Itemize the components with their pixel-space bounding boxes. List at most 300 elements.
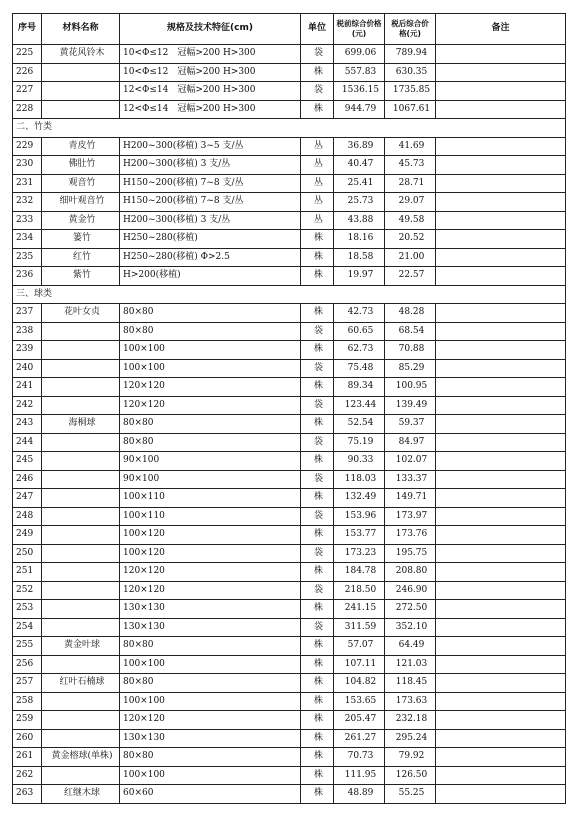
cell-unit: 袋: [301, 433, 334, 452]
cell-price-before-tax: 36.89: [334, 137, 385, 156]
table-row: [13, 174, 566, 193]
cell-remark: [436, 63, 566, 82]
cell-price-before-tax: 261.27: [334, 729, 385, 748]
cell-material-name: 黄金竹: [42, 211, 120, 230]
cell-material-name: [42, 82, 120, 101]
cell-price-before-tax: 40.47: [334, 156, 385, 175]
table-row: [13, 267, 566, 286]
cell-price-after-tax: 55.25: [385, 785, 436, 804]
cell-remark: [436, 322, 566, 341]
cell-unit: 株: [301, 655, 334, 674]
cell-unit: 株: [301, 230, 334, 249]
cell-material-name: 红竹: [42, 248, 120, 267]
cell-price-before-tax: 75.48: [334, 359, 385, 378]
cell-price-before-tax: 60.65: [334, 322, 385, 341]
table-row: [13, 655, 566, 674]
cell-material-name: 观音竹: [42, 174, 120, 193]
category-row: [13, 119, 566, 138]
cell-price-after-tax: 68.54: [385, 322, 436, 341]
cell-remark: [436, 655, 566, 674]
cell-index: 263: [13, 785, 42, 804]
header-price-before-tax-line1: 税前综合价格: [336, 19, 382, 28]
cell-price-before-tax: 311.59: [334, 618, 385, 637]
cell-index: 260: [13, 729, 42, 748]
cell-remark: [436, 45, 566, 64]
cell-remark: [436, 563, 566, 582]
cell-remark: [436, 433, 566, 452]
cell-spec: 100×110: [120, 489, 301, 508]
cell-index: 256: [13, 655, 42, 674]
cell-unit: 株: [301, 304, 334, 323]
header-remark: 备注: [436, 14, 566, 45]
cell-price-after-tax: 630.35: [385, 63, 436, 82]
cell-price-before-tax: 557.83: [334, 63, 385, 82]
cell-spec: 130×130: [120, 618, 301, 637]
cell-material-name: [42, 378, 120, 397]
cell-price-after-tax: 28.71: [385, 174, 436, 193]
cell-unit: 袋: [301, 470, 334, 489]
cell-remark: [436, 396, 566, 415]
cell-remark: [436, 600, 566, 619]
cell-remark: [436, 137, 566, 156]
cell-unit: 株: [301, 378, 334, 397]
cell-price-after-tax: 20.52: [385, 230, 436, 249]
table-row: [13, 674, 566, 693]
cell-index: 245: [13, 452, 42, 471]
cell-unit: 株: [301, 526, 334, 545]
cell-price-after-tax: 295.24: [385, 729, 436, 748]
cell-unit: 株: [301, 711, 334, 730]
cell-unit: 袋: [301, 396, 334, 415]
table-row: [13, 489, 566, 508]
cell-material-name: 红叶石楠球: [42, 674, 120, 693]
cell-remark: [436, 692, 566, 711]
cell-price-after-tax: 45.73: [385, 156, 436, 175]
cell-spec: H200~300(移植) 3 支/丛: [120, 156, 301, 175]
table-row: [13, 45, 566, 64]
cell-remark: [436, 359, 566, 378]
cell-price-after-tax: 49.58: [385, 211, 436, 230]
cell-unit: 株: [301, 785, 334, 804]
cell-material-name: 黄金叶球: [42, 637, 120, 656]
cell-price-after-tax: 64.49: [385, 637, 436, 656]
cell-price-before-tax: 205.47: [334, 711, 385, 730]
cell-unit: 株: [301, 748, 334, 767]
cell-remark: [436, 618, 566, 637]
cell-price-before-tax: 43.88: [334, 211, 385, 230]
category-label: 三、球类: [13, 285, 566, 304]
header-price-after-tax: [385, 14, 436, 45]
cell-unit: 株: [301, 100, 334, 119]
cell-unit: 株: [301, 637, 334, 656]
cell-spec: 120×120: [120, 563, 301, 582]
cell-price-before-tax: 90.33: [334, 452, 385, 471]
cell-material-name: [42, 544, 120, 563]
cell-unit: 株: [301, 766, 334, 785]
cell-material-name: [42, 470, 120, 489]
cell-price-before-tax: 153.77: [334, 526, 385, 545]
cell-price-before-tax: 153.96: [334, 507, 385, 526]
cell-material-name: 黄金榕球(单株): [42, 748, 120, 767]
cell-price-before-tax: 1536.15: [334, 82, 385, 101]
table-header: [13, 14, 566, 45]
table-row: [13, 711, 566, 730]
cell-spec: H150~200(移植) 7~8 支/丛: [120, 174, 301, 193]
table-row: [13, 766, 566, 785]
cell-price-after-tax: 121.03: [385, 655, 436, 674]
cell-price-after-tax: 79.92: [385, 748, 436, 767]
table-row: [13, 341, 566, 360]
cell-index: 254: [13, 618, 42, 637]
cell-spec: 80×80: [120, 322, 301, 341]
cell-price-after-tax: 173.76: [385, 526, 436, 545]
cell-price-before-tax: 218.50: [334, 581, 385, 600]
cell-unit: 丛: [301, 137, 334, 156]
cell-price-before-tax: 25.41: [334, 174, 385, 193]
table-row: [13, 600, 566, 619]
cell-index: 243: [13, 415, 42, 434]
cell-material-name: [42, 322, 120, 341]
cell-material-name: 篓竹: [42, 230, 120, 249]
cell-index: 257: [13, 674, 42, 693]
cell-material-name: 细叶观音竹: [42, 193, 120, 212]
cell-remark: [436, 489, 566, 508]
cell-price-before-tax: 111.95: [334, 766, 385, 785]
cell-material-name: 红继木球: [42, 785, 120, 804]
cell-unit: 丛: [301, 156, 334, 175]
cell-price-before-tax: 153.65: [334, 692, 385, 711]
cell-material-name: [42, 359, 120, 378]
cell-index: 227: [13, 82, 42, 101]
cell-unit: 袋: [301, 618, 334, 637]
cell-remark: [436, 470, 566, 489]
cell-spec: 120×120: [120, 396, 301, 415]
cell-material-name: [42, 63, 120, 82]
cell-index: 248: [13, 507, 42, 526]
cell-spec: 12<Φ≤14 冠幅>200 H>300: [120, 82, 301, 101]
header-name: 材料名称: [42, 14, 120, 45]
cell-spec: H250~280(移植) Φ>2.5: [120, 248, 301, 267]
cell-price-after-tax: 84.97: [385, 433, 436, 452]
cell-spec: H200~300(移植) 3~5 支/丛: [120, 137, 301, 156]
cell-index: 226: [13, 63, 42, 82]
cell-index: 236: [13, 267, 42, 286]
table-row: [13, 230, 566, 249]
cell-remark: [436, 748, 566, 767]
cell-price-before-tax: 107.11: [334, 655, 385, 674]
cell-spec: 80×80: [120, 674, 301, 693]
cell-material-name: 佛肚竹: [42, 156, 120, 175]
cell-remark: [436, 341, 566, 360]
cell-material-name: 黄花风铃木: [42, 45, 120, 64]
cell-unit: 袋: [301, 82, 334, 101]
table-row: [13, 415, 566, 434]
cell-remark: [436, 304, 566, 323]
cell-remark: [436, 637, 566, 656]
cell-remark: [436, 267, 566, 286]
cell-material-name: [42, 341, 120, 360]
cell-index: 228: [13, 100, 42, 119]
cell-spec: 100×120: [120, 544, 301, 563]
cell-spec: 10<Φ≤12 冠幅>200 H>300: [120, 63, 301, 82]
cell-price-before-tax: 48.89: [334, 785, 385, 804]
cell-spec: 130×130: [120, 729, 301, 748]
category-row: [13, 285, 566, 304]
cell-index: 255: [13, 637, 42, 656]
cell-spec: 90×100: [120, 452, 301, 471]
cell-index: 233: [13, 211, 42, 230]
cell-price-after-tax: 173.63: [385, 692, 436, 711]
cell-price-after-tax: 352.10: [385, 618, 436, 637]
cell-index: 230: [13, 156, 42, 175]
table-row: [13, 637, 566, 656]
cell-price-before-tax: 118.03: [334, 470, 385, 489]
cell-price-before-tax: 19.97: [334, 267, 385, 286]
cell-material-name: [42, 396, 120, 415]
table-row: [13, 563, 566, 582]
cell-unit: 袋: [301, 359, 334, 378]
cell-unit: 株: [301, 248, 334, 267]
cell-remark: [436, 248, 566, 267]
cell-price-before-tax: 52.54: [334, 415, 385, 434]
table-row: [13, 618, 566, 637]
cell-unit: 袋: [301, 581, 334, 600]
cell-index: 238: [13, 322, 42, 341]
table-row: [13, 304, 566, 323]
table-row: [13, 581, 566, 600]
table-row: [13, 156, 566, 175]
cell-spec: 100×100: [120, 359, 301, 378]
cell-spec: H200~300(移植) 3 支/丛: [120, 211, 301, 230]
cell-index: 235: [13, 248, 42, 267]
cell-remark: [436, 82, 566, 101]
cell-price-after-tax: 85.29: [385, 359, 436, 378]
cell-spec: 100×100: [120, 341, 301, 360]
cell-spec: 80×80: [120, 748, 301, 767]
cell-unit: 株: [301, 341, 334, 360]
cell-index: 244: [13, 433, 42, 452]
table-body: [13, 45, 566, 804]
cell-remark: [436, 711, 566, 730]
table-row: [13, 378, 566, 397]
cell-spec: H250~280(移植): [120, 230, 301, 249]
cell-price-after-tax: 195.75: [385, 544, 436, 563]
cell-remark: [436, 230, 566, 249]
cell-spec: 120×120: [120, 581, 301, 600]
header-price-before-tax: [334, 14, 385, 45]
cell-spec: 120×120: [120, 378, 301, 397]
table-row: [13, 137, 566, 156]
table-row: [13, 359, 566, 378]
header-price-after-tax-line1: 税后综合价: [391, 19, 429, 28]
cell-price-before-tax: 25.73: [334, 193, 385, 212]
cell-remark: [436, 785, 566, 804]
cell-price-after-tax: 208.80: [385, 563, 436, 582]
cell-material-name: [42, 655, 120, 674]
cell-material-name: [42, 489, 120, 508]
cell-index: 241: [13, 378, 42, 397]
cell-material-name: [42, 618, 120, 637]
cell-remark: [436, 378, 566, 397]
cell-price-before-tax: 18.58: [334, 248, 385, 267]
table-row: [13, 396, 566, 415]
cell-material-name: [42, 526, 120, 545]
table-row: [13, 544, 566, 563]
table-row: [13, 248, 566, 267]
cell-remark: [436, 526, 566, 545]
cell-price-before-tax: 18.16: [334, 230, 385, 249]
cell-index: 262: [13, 766, 42, 785]
header-price-before-tax-line2: (元): [351, 29, 367, 38]
cell-remark: [436, 100, 566, 119]
table-row: [13, 433, 566, 452]
cell-unit: 株: [301, 267, 334, 286]
cell-index: 229: [13, 137, 42, 156]
cell-material-name: [42, 692, 120, 711]
cell-price-after-tax: 139.49: [385, 396, 436, 415]
cell-material-name: [42, 729, 120, 748]
cell-spec: 12<Φ≤14 冠幅>200 H>300: [120, 100, 301, 119]
cell-spec: 130×130: [120, 600, 301, 619]
cell-spec: 60×60: [120, 785, 301, 804]
cell-spec: 100×100: [120, 655, 301, 674]
cell-unit: 株: [301, 489, 334, 508]
header-index: 序号: [13, 14, 42, 45]
cell-remark: [436, 452, 566, 471]
cell-material-name: [42, 433, 120, 452]
cell-unit: 丛: [301, 193, 334, 212]
cell-spec: 80×80: [120, 304, 301, 323]
cell-material-name: 海桐球: [42, 415, 120, 434]
cell-price-after-tax: 21.00: [385, 248, 436, 267]
cell-unit: 袋: [301, 507, 334, 526]
cell-unit: 丛: [301, 174, 334, 193]
cell-index: 252: [13, 581, 42, 600]
cell-price-before-tax: 123.44: [334, 396, 385, 415]
cell-spec: 10<Φ≤12 冠幅>200 H>300: [120, 45, 301, 64]
table-row: [13, 692, 566, 711]
table-row: [13, 452, 566, 471]
cell-price-after-tax: 232.18: [385, 711, 436, 730]
cell-material-name: [42, 581, 120, 600]
cell-remark: [436, 544, 566, 563]
cell-spec: H150~200(移植) 7~8 支/丛: [120, 193, 301, 212]
cell-index: 242: [13, 396, 42, 415]
cell-price-before-tax: 57.07: [334, 637, 385, 656]
cell-price-after-tax: 118.45: [385, 674, 436, 693]
price-table: [12, 13, 566, 804]
header-price-after-tax-line2: 格(元): [399, 29, 421, 38]
cell-price-after-tax: 41.69: [385, 137, 436, 156]
cell-spec: 120×120: [120, 711, 301, 730]
cell-remark: [436, 174, 566, 193]
cell-price-after-tax: 789.94: [385, 45, 436, 64]
cell-index: 250: [13, 544, 42, 563]
cell-material-name: [42, 766, 120, 785]
cell-index: 231: [13, 174, 42, 193]
cell-index: 239: [13, 341, 42, 360]
table-row: [13, 526, 566, 545]
cell-index: 251: [13, 563, 42, 582]
cell-remark: [436, 507, 566, 526]
cell-material-name: 花叶女贞: [42, 304, 120, 323]
cell-spec: 100×110: [120, 507, 301, 526]
cell-price-after-tax: 1067.61: [385, 100, 436, 119]
cell-price-before-tax: 75.19: [334, 433, 385, 452]
cell-price-before-tax: 132.49: [334, 489, 385, 508]
table-row: [13, 211, 566, 230]
table-row: [13, 729, 566, 748]
table-row: [13, 100, 566, 119]
cell-unit: 株: [301, 415, 334, 434]
cell-unit: 株: [301, 692, 334, 711]
cell-price-after-tax: 102.07: [385, 452, 436, 471]
cell-material-name: [42, 507, 120, 526]
cell-spec: 100×100: [120, 692, 301, 711]
cell-remark: [436, 729, 566, 748]
cell-material-name: [42, 452, 120, 471]
cell-price-after-tax: 149.71: [385, 489, 436, 508]
cell-price-before-tax: 173.23: [334, 544, 385, 563]
cell-price-before-tax: 62.73: [334, 341, 385, 360]
cell-remark: [436, 156, 566, 175]
cell-price-after-tax: 29.07: [385, 193, 436, 212]
cell-unit: 袋: [301, 45, 334, 64]
cell-spec: 80×80: [120, 433, 301, 452]
cell-remark: [436, 581, 566, 600]
cell-index: 253: [13, 600, 42, 619]
cell-index: 237: [13, 304, 42, 323]
cell-material-name: 青皮竹: [42, 137, 120, 156]
cell-index: 259: [13, 711, 42, 730]
cell-price-before-tax: 104.82: [334, 674, 385, 693]
cell-material-name: [42, 711, 120, 730]
cell-spec: 100×100: [120, 766, 301, 785]
cell-unit: 株: [301, 600, 334, 619]
cell-spec: H>200(移植): [120, 267, 301, 286]
category-label: 二、竹类: [13, 119, 566, 138]
cell-price-before-tax: 184.78: [334, 563, 385, 582]
cell-remark: [436, 415, 566, 434]
table-row: [13, 82, 566, 101]
cell-spec: 80×80: [120, 415, 301, 434]
cell-remark: [436, 766, 566, 785]
header-spec: 规格及技术特征(cm): [120, 14, 301, 45]
table-row: [13, 193, 566, 212]
cell-unit: 丛: [301, 211, 334, 230]
cell-price-after-tax: 59.37: [385, 415, 436, 434]
table-row: [13, 748, 566, 767]
cell-price-after-tax: 1735.85: [385, 82, 436, 101]
cell-price-after-tax: 126.50: [385, 766, 436, 785]
cell-index: 240: [13, 359, 42, 378]
cell-index: 249: [13, 526, 42, 545]
cell-index: 225: [13, 45, 42, 64]
cell-unit: 株: [301, 452, 334, 471]
cell-price-after-tax: 70.88: [385, 341, 436, 360]
cell-price-after-tax: 272.50: [385, 600, 436, 619]
cell-price-after-tax: 133.37: [385, 470, 436, 489]
cell-spec: 100×120: [120, 526, 301, 545]
table-row: [13, 470, 566, 489]
cell-material-name: [42, 100, 120, 119]
cell-price-before-tax: 89.34: [334, 378, 385, 397]
cell-index: 261: [13, 748, 42, 767]
cell-index: 234: [13, 230, 42, 249]
cell-index: 247: [13, 489, 42, 508]
cell-material-name: 紫竹: [42, 267, 120, 286]
cell-price-before-tax: 241.15: [334, 600, 385, 619]
